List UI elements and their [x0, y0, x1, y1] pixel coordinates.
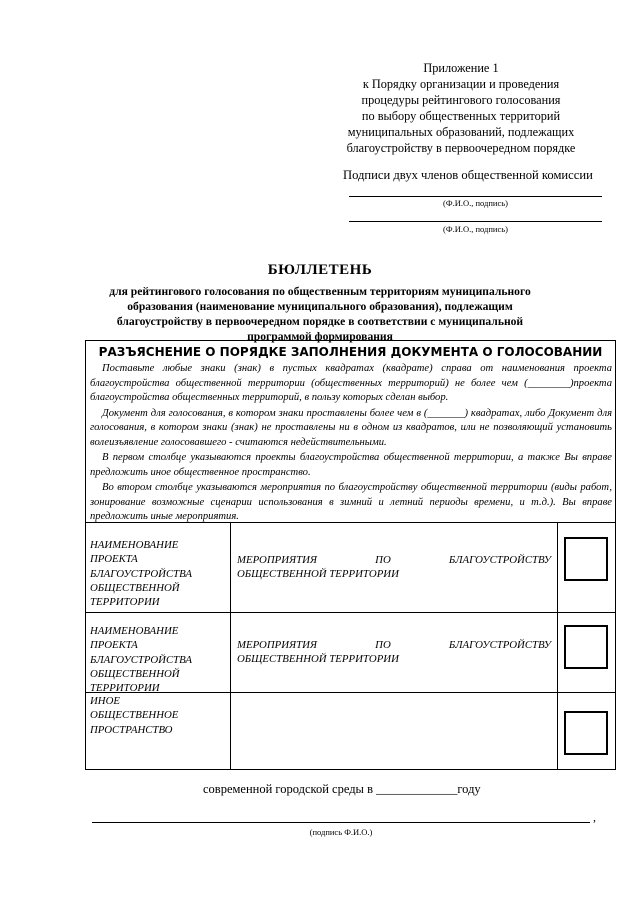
footer-text: современной городской среды в _____________году	[203, 782, 481, 796]
measures-word: МЕРОПРИЯТИЯ	[237, 639, 318, 651]
signature-caption-1: (Ф.И.О., подпись)	[443, 198, 508, 208]
appendix-header	[330, 60, 592, 156]
other-space-cell: ИНОЕ ОБЩЕСТВЕННОЕ ПРОСТРАНСТВО	[90, 695, 179, 736]
table-border-top	[85, 522, 616, 523]
signature-line-1[interactable]	[349, 196, 602, 197]
ballot-title: БЮЛЛЕТЕНЬ	[267, 262, 373, 278]
measures-line: ОБЩЕСТВЕННОЙ ТЕРРИТОРИИ	[237, 653, 399, 666]
appendix-line: к Порядку организации и проведения	[362, 77, 560, 91]
appendix-line: благоустройству в первоочередном порядке	[346, 141, 576, 155]
explanation-paragraph-2: Документ для голосования, в котором знаки проставлены более чем в (_______) квадратах, либо Документ для голосования, в котором знаки (знак) не проставлены ни в одном из квадратов, или не позволяющий установить волеизъявление голосовавшего - считаются недействительными.	[90, 407, 612, 448]
signature-line-2[interactable]	[349, 221, 602, 222]
explanation-title: РАЗЪЯСНЕНИЕ О ПОРЯДКЕ ЗАПОЛНЕНИЯ ДОКУМЕНТА О ГОЛОСОВАНИИ	[98, 345, 603, 359]
measures-word: МЕРОПРИЯТИЯ	[237, 554, 318, 566]
vote-checkbox-2[interactable]	[564, 625, 608, 669]
measures-line: ОБЩЕСТВЕННОЙ ТЕРРИТОРИИ	[237, 568, 399, 581]
measures-cell	[237, 638, 551, 667]
ballot-subtitle: для рейтингового голосования по общественным территориям муниципального образования (наименование муниципального образования), подлежащим благоустройству в первоочередном порядке в соответствии с муниципальной программой формирования	[109, 285, 531, 343]
voter-signature-caption: (подпись Ф.И.О.)	[309, 827, 373, 837]
explanation-paragraph-4: Во втором столбце указываются мероприятия по благоустройству общественной территории (виды работ, зонирование возможные сценарии использования в зимний и летний периоды времени, и т.д.). Вы вправе предложить иные мероприятия.	[90, 482, 612, 522]
appendix-line: процедуры рейтингового голосования	[361, 93, 561, 107]
measures-word: БЛАГОУСТРОЙСТВУ	[448, 554, 551, 566]
appendix-line: Приложение 1	[423, 61, 499, 75]
appendix-line: по выбору общественных территорий	[361, 109, 561, 123]
explanation-paragraph-1: Поставьте любые знаки (знак) в пустых квадратах (квадрате) справа от наименования проекта благоустройства общественной территории (общественных территорий) не более чем (________)проекта благоустройства общественных территорий, в пользу которых сделан выбор.	[90, 363, 612, 403]
vote-checkbox-1[interactable]	[564, 537, 608, 581]
vote-checkbox-3[interactable]	[564, 711, 608, 755]
table-column-divider	[230, 522, 231, 770]
footer-comma: ,	[593, 810, 596, 824]
measures-word: ПО	[375, 639, 391, 651]
table-column-divider	[557, 522, 558, 770]
table-row-divider	[85, 612, 616, 613]
signature-caption-2: (Ф.И.О., подпись)	[443, 224, 508, 234]
appendix-line: муниципальных образований, подлежащих	[347, 125, 575, 139]
measures-cell	[237, 553, 551, 582]
project-name-cell: НАИМЕНОВАНИЕ ПРОЕКТА БЛАГОУСТРОЙСТВА ОБЩЕСТВЕННОЙ ТЕРРИТОРИИ	[90, 539, 192, 609]
measures-word: БЛАГОУСТРОЙСТВУ	[448, 639, 551, 651]
voter-signature-line[interactable]	[92, 822, 590, 823]
explanation-paragraph-3: В первом столбце указываются проекты благоустройства общественной территории, а также Вы вправе предложить иное общественное пространство.	[90, 452, 612, 478]
signatures-heading: Подписи двух членов общественной комиссии	[343, 168, 593, 182]
project-name-cell: НАИМЕНОВАНИЕ ПРОЕКТА БЛАГОУСТРОЙСТВА ОБЩЕСТВЕННОЙ ТЕРРИТОРИИ	[90, 625, 192, 695]
explanation-text	[90, 362, 612, 525]
measures-word: ПО	[375, 554, 391, 566]
